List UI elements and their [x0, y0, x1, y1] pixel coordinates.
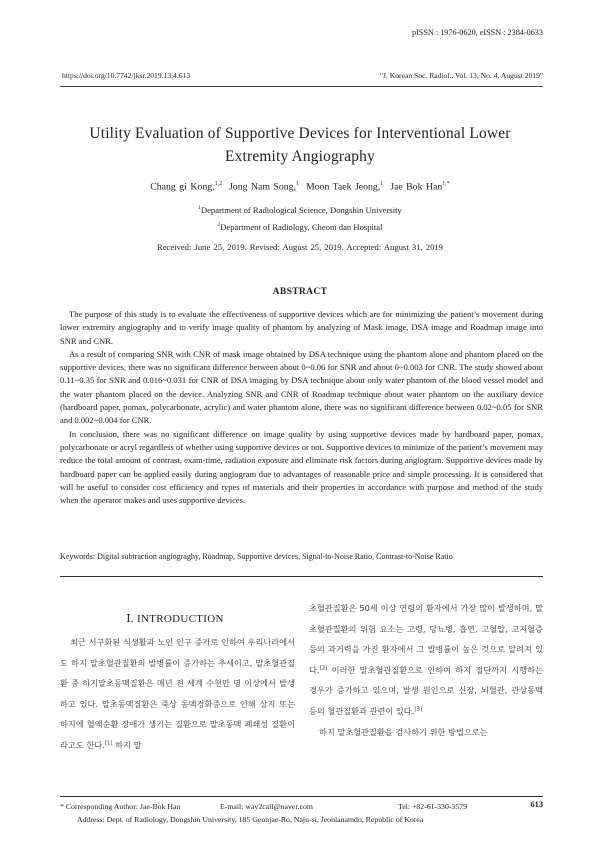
- author-name: Jong Nam Song,: [228, 181, 297, 193]
- author-name: Chang gi Kong,: [150, 181, 215, 193]
- submission-dates: Received: June 25, 2019. Revised: August 25, 2019. Accepted: August 31, 2019: [157, 242, 443, 252]
- author-affiliation-mark: 1: [296, 181, 300, 187]
- footnote-address: Address: Dept. of Radiology, Dongshin University, 185 Geonjae-Ro, Naju-si, Jeonlanamdo, Republic of Korea: [77, 815, 424, 824]
- abstract-heading: ABSTRACT: [272, 286, 328, 297]
- footnote-contact-line: [60, 800, 543, 813]
- footnote-divider: [60, 796, 543, 797]
- footnote-author: * Corresponding Author: Jae-Bok Han: [60, 802, 181, 811]
- affiliation-mark: 1: [198, 205, 201, 212]
- title-line-2: Extremity Angiography: [225, 148, 375, 165]
- body-paragraph: 하지 말초혈관질환을 검사하기 위한 방법으로는: [319, 726, 488, 737]
- author-affiliation-mark: 1: [380, 181, 384, 187]
- affiliation-mark: 2: [217, 222, 221, 229]
- body-column-left: [60, 632, 295, 756]
- citation-ref[interactable]: [2]: [319, 665, 328, 672]
- paper-title: [0, 122, 600, 168]
- affiliation-text: Department of Radiology, Cheom dan Hospital: [220, 222, 383, 232]
- abstract-paragraph: As a result of comparing SNR with CNR of mask image obtained by DSA technique using the phantom alone and phantom placed on the supportive devices, there was no significant difference between about 0~0.06 for SNR and about 0~0.003 for CNR. The study showed about 0.11~0.35 for SNR and 0.016~0.031 for CNR of DSA imaging by DSA technique about only water phantom of the blood vessel model and the water phantom placed on the device. Analyzing SNR and CNR of Roadmap technique about water phantom on the auxiliary device (hardboard paper, pomax, polycarbonate, acrylic) and water phantom alone, there was no significant difference between 0.02~0.05 for SNR and 0.002~0.004 for CNR.: [60, 348, 543, 426]
- abstract-paragraph: The purpose of this study is to evaluate the effectiveness of supportive devices which are for minimizing the patient’s movement during lower extremity angiography and to verify image quality of phantom by analyzing of Mask image, DSA image and Roadmap image into SNR and CNR.: [60, 309, 543, 346]
- citation-ref[interactable]: [3]: [414, 706, 423, 713]
- author-list: [0, 181, 600, 192]
- author-affiliation-mark: 1,*: [442, 181, 450, 187]
- author-name: Jae Bok Han: [390, 181, 443, 193]
- corresponding-author-footnote: [60, 800, 543, 826]
- affiliation-1: [0, 205, 600, 215]
- footnote-email[interactable]: E-mail: way2call@naver.com: [220, 802, 313, 811]
- keywords: Keywords: Digital subtraction angiograghy, Roadmap, Supportive devices, Signal-to-Noise Ratio, Contrast-to-Noise Ratio: [60, 552, 453, 561]
- body-paragraph: [309, 598, 543, 722]
- title-line-1: Utility Evaluation of Supportive Devices for Interventional Lower: [89, 125, 511, 142]
- body-text: 최근 서구화된 식생활과 노인 인구 증가로 인하여 우리나라에서도 하지 말초혈관질환의 발병률이 증가하는 추세이고, 말초혈관질환 중 하지말초동맥질환은 매년 전 세계 수천만 명 이상에서 발생하고 있다. 말초동맥질환은 죽상 동맥경화증으로 인해 상지 또는 하지에 혈액순환 장애가 생기는 질환으로 말초동맥 폐쇄성 질환이라고도 한다.: [60, 637, 295, 750]
- page-number: 613: [530, 800, 543, 809]
- abstract-body: [60, 308, 543, 507]
- footnote-tel: Tel: +82-61-330-3579: [398, 802, 468, 811]
- issn-line: pISSN : 1976-0620, eISSN : 2384-0633: [411, 28, 543, 37]
- author-name: Moon Taek Jeong,: [305, 181, 381, 193]
- doi-link[interactable]: https://doi.org/10.7742/jksr.2019.13.4.613: [62, 71, 191, 80]
- header-divider: [60, 86, 543, 87]
- section-heading-introduction: Ⅰ. INTRODUCTION: [126, 613, 224, 625]
- journal-citation: "J. Korean Soc. Radiol., Vol. 13, No. 4, August 2019": [379, 71, 543, 80]
- author-affiliation-mark: 1,2: [214, 181, 223, 187]
- abstract-paragraph: In conclusion, there was no significant difference on image quality by using supportive devices made by hardboard paper, pomax, polycarbonate or acryl regardless of whether using supportive devices or not. Supportive devices to minimize of the patient’s movement may reduce the total amount of contrast, exam-time, radiation exposure and eliminate risk factors during angiogram. Supportive devices made by hardboard paper can be applied easily during angiogram due to advantages of reasonable price and simple processing. It is considered that will be useful to consider cost efficiency and types of materials and their properties in accordance with purpose and method of the study when the operator makes and uses supportive devices.: [60, 428, 543, 506]
- body-text: 초혈관질환은 50세 이상 연령의 환자에서 가장 많이 발생하며, 말초혈관질환의 위험 요소는 고령, 당뇨병, 흡연, 고혈압, 고지혈증 등의 과거력을 가진 환자에서 그 발병률이 높은 것으로 알려져 있다.: [309, 603, 543, 675]
- affiliation-text: Department of Radiological Science, Dongshin University: [200, 205, 402, 215]
- body-text: 하지 말: [112, 739, 142, 750]
- citation-ref[interactable]: [1]: [104, 740, 113, 747]
- keywords-divider: [60, 576, 543, 577]
- body-column-right: [309, 598, 543, 742]
- affiliation-2: [0, 222, 600, 232]
- body-paragraph: [60, 632, 295, 756]
- body-text: 이러한 말초혈관질환으로 인하여 하지 절단까지 시행하는 경우가 증가하고 있으며, 발생 원인으로 신장, 뇌혈관, 관상동맥 등의 혈관질환과 관련이 있다.: [309, 664, 543, 716]
